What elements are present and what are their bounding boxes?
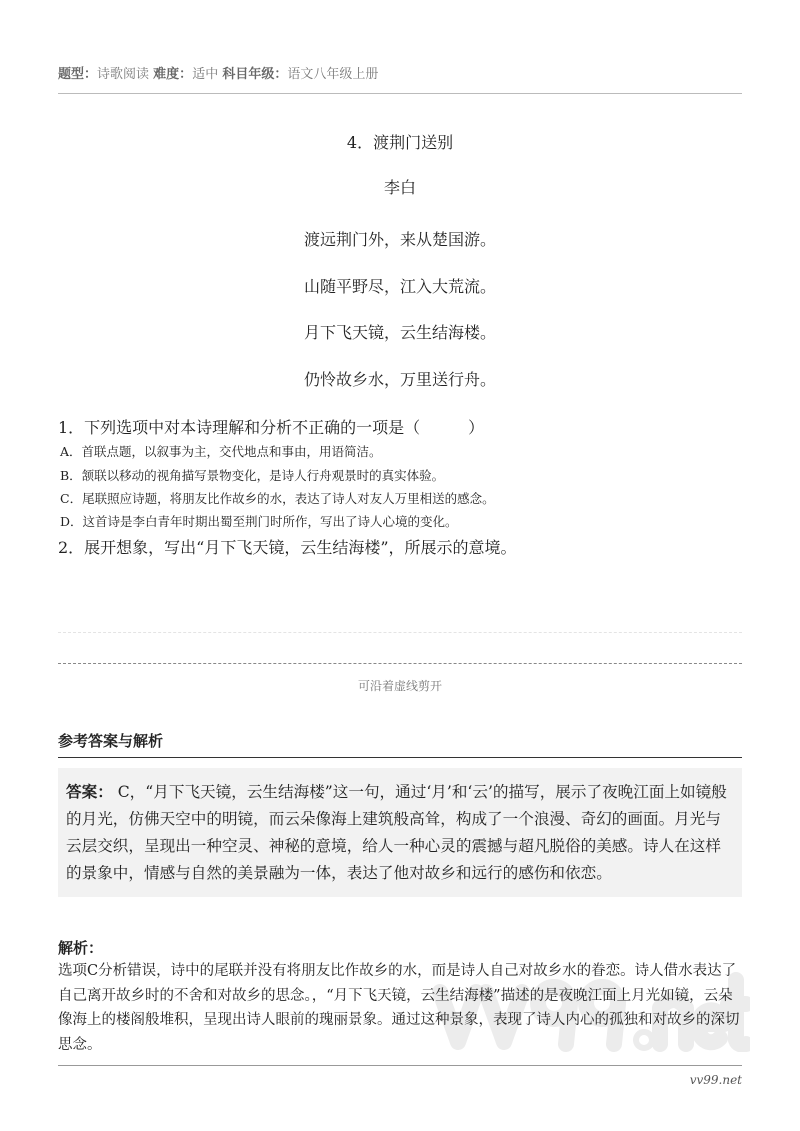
answer-box — [58, 768, 742, 897]
option-c: C．尾联照应诗题，将朋友比作故乡的水，表达了诗人对友人万里相送的感念。 — [60, 491, 495, 506]
answer-label: 答案： — [66, 782, 113, 801]
poem-author: 李白 — [383, 178, 416, 197]
type-value: 诗歌阅读 — [97, 67, 150, 82]
question-meta — [58, 63, 378, 82]
cut-line — [58, 663, 742, 664]
analysis-text: 选项C分析错误，诗中的尾联并没有将朋友比作故乡的水，而是诗人自己对故乡水的眷恋。诗人借水表达了自己离开故乡时的不舍和对故乡的思念。，“月下飞天镜，云生结海楼”描述的是夜晚江面上月光如镜，云朵像海上的楼阁般堆积，呈现出诗人眼前的瑰丽景象。通过这种景象，表现了诗人内心的孤独和对故乡的深切思念。 — [58, 963, 740, 1053]
answer-section — [58, 731, 742, 1088]
option-b: B．颔联以移动的视角描写景物变化，是诗人行舟观景时的真实体验。 — [60, 468, 445, 483]
analysis-block — [58, 937, 742, 1057]
subject-label: 科目年级： — [222, 67, 288, 82]
header-divider — [58, 93, 742, 94]
subject-value: 语文八年级上册 — [287, 67, 379, 82]
answer-line — [58, 632, 742, 633]
option-d: D．这首诗是李白青年时期出蜀至荆门时所作，写出了诗人心境的变化。 — [60, 514, 458, 529]
poem-line: 渡远荆门外，来从楚国游。 — [303, 230, 496, 249]
poem-line: 仍怜故乡水，万里送行舟。 — [303, 370, 496, 389]
cut-hint: 可沿着虚线剪开 — [357, 679, 442, 693]
answer-section-title: 参考答案与解析 — [58, 731, 742, 758]
answer-text: C，“月下飞天镜，云生结海楼”这一句，通过‘月’和‘云’的描写，展示了夜晚江面上如镜般的月光，仿佛天空中的明镜，而云朵像海上建筑般高耸，构成了一个浪漫、奇幻的画面。月光与云层交织，呈现出一种空灵、神秘的意境，给人一种心灵的震撼与超凡脱俗的美感。诗人在这样的景象中，情感与自然的美景融为一体，表达了他对故乡和远行的感伤和依恋。 — [66, 783, 727, 882]
difficulty-value: 适中 — [192, 67, 219, 82]
difficulty-label: 难度： — [153, 67, 193, 82]
poem-title: 4．渡荆门送别 — [346, 133, 454, 152]
footer-site: vv99.net — [689, 1073, 742, 1087]
poem-line: 山随平野尽，江入大荒流。 — [303, 277, 496, 296]
option-a: A．首联点题，以叙事为主，交代地点和事由，用语简洁。 — [60, 444, 382, 459]
footer-divider — [58, 1065, 742, 1066]
question-2: 2．展开想象，写出“月下飞天镜，云生结海楼”，所展示的意境。 — [58, 538, 517, 557]
type-label: 题型： — [58, 67, 98, 82]
question-1: 1．下列选项中对本诗理解和分析不正确的一项是（ ） — [58, 418, 485, 437]
poem-line: 月下飞天镜，云生结海楼。 — [303, 323, 496, 342]
analysis-label: 解析： — [58, 939, 104, 957]
